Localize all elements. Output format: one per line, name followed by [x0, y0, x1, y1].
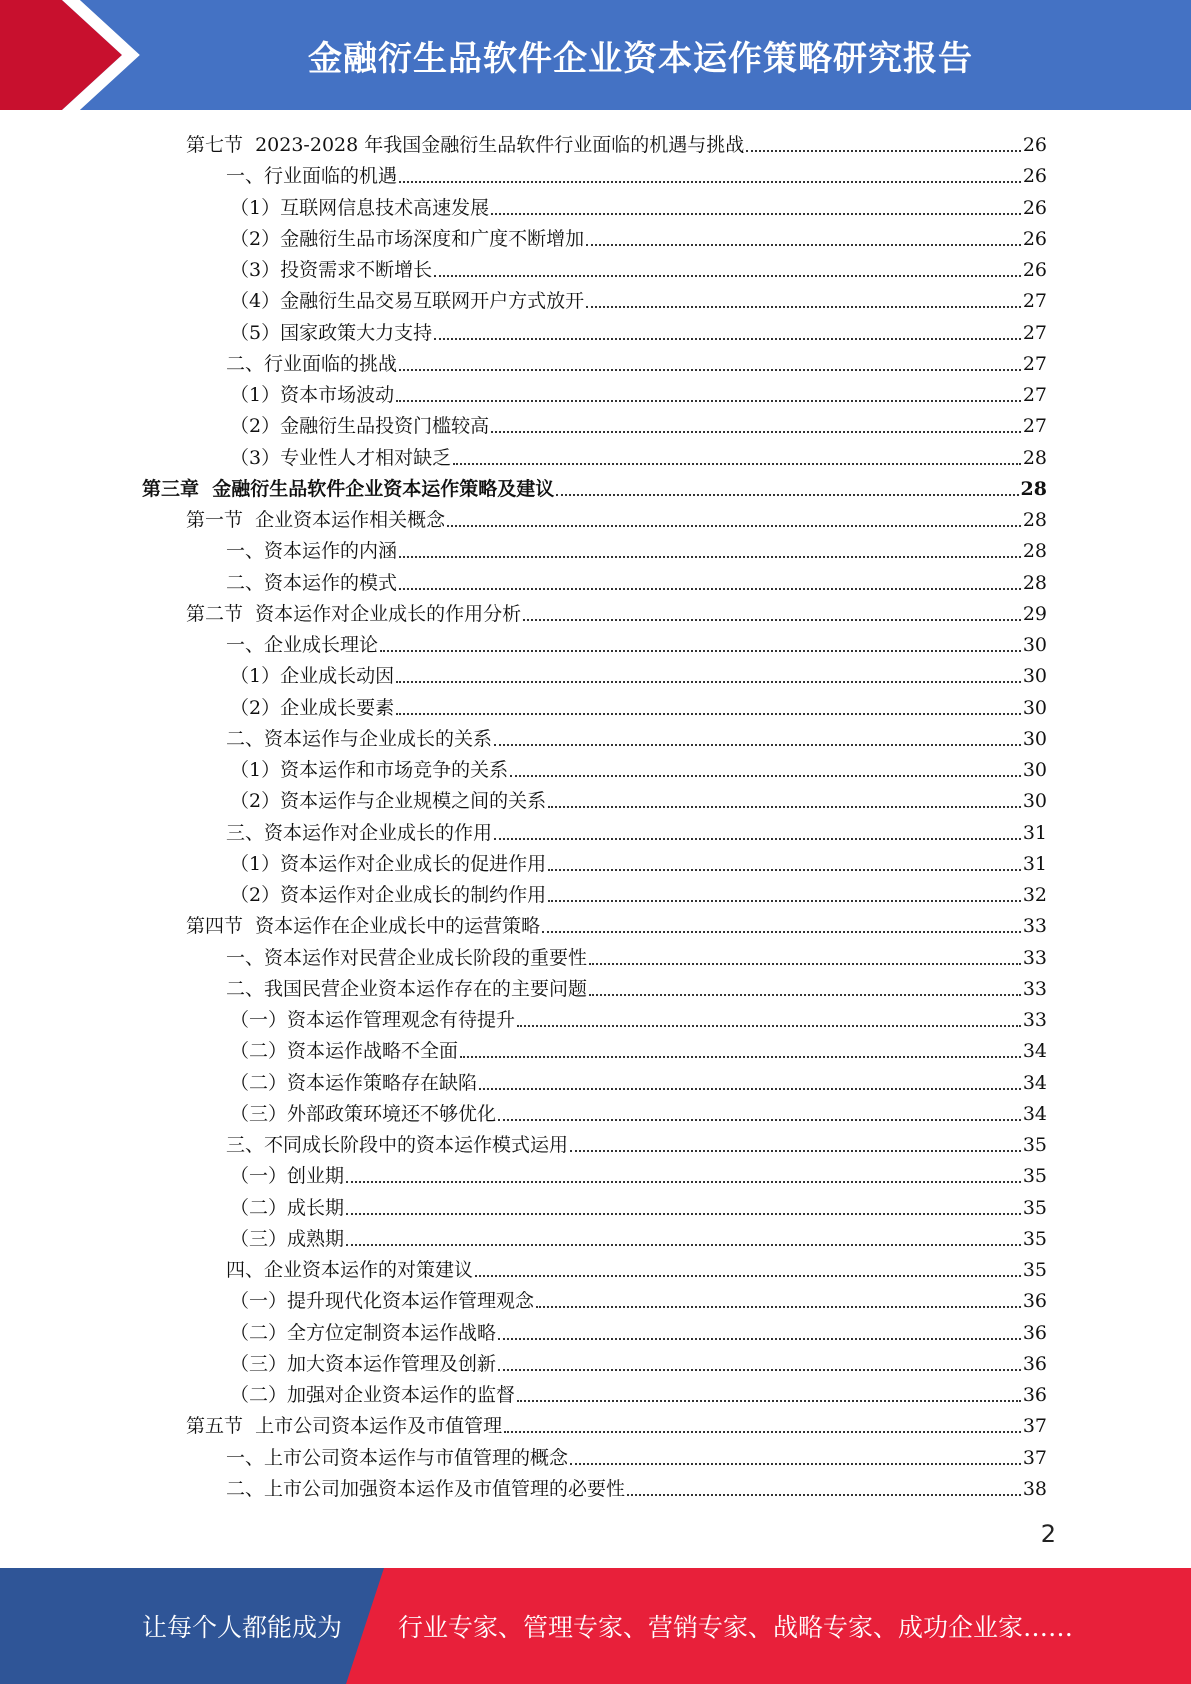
- toc-entry-title: 一、资本运作的内涵: [226, 540, 398, 563]
- toc-entry-title: （4）金融衍生品交易互联网开户方式放开: [230, 290, 585, 313]
- toc-entry[interactable]: [230, 1001, 1047, 1032]
- toc-entry[interactable]: [186, 595, 1047, 626]
- dot-leader: [548, 900, 1021, 902]
- dot-leader: [396, 713, 1021, 715]
- toc-entry-title: （1）企业成长动因: [230, 665, 395, 688]
- toc-entry-page: 28: [1022, 540, 1047, 563]
- toc-entry[interactable]: [226, 970, 1047, 1001]
- toc-entry-title: （3）专业性人才相对缺乏: [230, 446, 452, 469]
- toc-entry[interactable]: [230, 1220, 1047, 1251]
- toc-entry[interactable]: [226, 814, 1047, 845]
- toc-entry-title: （2）金融衍生品投资门槛较高: [230, 415, 490, 438]
- toc-chapter-entry[interactable]: [142, 470, 1047, 501]
- toc-entry[interactable]: [230, 689, 1047, 720]
- page-header: [0, 0, 1191, 110]
- toc-entry-page: 36: [1022, 1321, 1047, 1344]
- toc-entry-page: 30: [1022, 759, 1047, 781]
- dot-leader: [346, 1181, 1021, 1183]
- dot-leader: [491, 431, 1021, 433]
- slogan-left: 让每个人都能成为: [142, 1613, 343, 1642]
- toc-entry[interactable]: [226, 564, 1047, 595]
- toc-entry-page: 26: [1022, 227, 1047, 250]
- toc-entry[interactable]: [226, 626, 1047, 657]
- toc-entry-title: （1）资本运作和市场竞争的关系: [230, 759, 509, 781]
- dot-leader: [570, 1463, 1021, 1465]
- toc-entry[interactable]: [230, 376, 1047, 407]
- toc-entry-page: 27: [1022, 321, 1047, 344]
- dot-leader: [399, 181, 1021, 183]
- toc-entry-title: （2）资本运作与企业规模之间的关系: [230, 790, 547, 813]
- dot-leader: [460, 1056, 1021, 1058]
- toc-entry-page: 36: [1022, 1352, 1047, 1375]
- toc-entry[interactable]: [186, 126, 1047, 157]
- dot-leader: [399, 556, 1021, 558]
- toc-entry-page: 33: [1022, 977, 1047, 1000]
- toc-entry[interactable]: [226, 1439, 1047, 1470]
- toc-entry-page: 28: [1022, 446, 1047, 469]
- dot-leader: [494, 838, 1021, 840]
- toc-entry-title: 二、上市公司加强资本运作及市值管理的必要性: [226, 1477, 626, 1500]
- toc-entry[interactable]: [230, 1376, 1047, 1407]
- toc-entry-page: 34: [1022, 1071, 1047, 1094]
- dot-leader: [536, 1306, 1021, 1308]
- toc-entry-page: 30: [1022, 790, 1047, 813]
- toc-entry[interactable]: [226, 532, 1047, 563]
- toc-entry-title: 一、上市公司资本运作与市值管理的概念: [226, 1446, 569, 1469]
- red-arrow-decoration: [0, 0, 150, 110]
- dot-leader: [523, 619, 1021, 621]
- toc-entry-page: 27: [1022, 290, 1047, 313]
- dot-leader: [498, 1119, 1021, 1121]
- toc-entry-title: 第七节 2023-2028 年我国金融衍生品软件行业面临的机遇与挑战: [186, 134, 745, 156]
- toc-entry-title: （1）资本市场波动: [230, 384, 395, 406]
- slogan-right: 行业专家、管理专家、营销专家、战略专家、成功企业家……: [398, 1613, 1074, 1642]
- toc-entry[interactable]: [230, 1282, 1047, 1313]
- dot-leader: [396, 681, 1021, 683]
- toc-entry-title: 三、不同成长阶段中的资本运作模式运用: [226, 1134, 569, 1156]
- toc-entry-title: （二）加强对企业资本运作的监督: [230, 1384, 516, 1406]
- toc-entry-page: 30: [1022, 727, 1047, 750]
- toc-entry-page: 27: [1022, 352, 1047, 375]
- toc-entry-page: 35: [1022, 1165, 1047, 1188]
- toc-entry-page: 37: [1022, 1446, 1047, 1469]
- dot-leader: [434, 275, 1021, 277]
- toc-entry[interactable]: [226, 1126, 1047, 1157]
- toc-entry[interactable]: [230, 314, 1047, 345]
- page-footer: [0, 1568, 1191, 1684]
- toc-entry-page: 36: [1022, 1384, 1047, 1406]
- toc-entry-title: （1）互联网信息技术高速发展: [230, 196, 490, 219]
- dot-leader: [399, 369, 1021, 371]
- dot-leader: [434, 338, 1021, 340]
- toc-entry-title: 一、行业面临的机遇: [226, 165, 398, 188]
- toc-entry-title: 第四节 资本运作在企业成长中的运营策略: [186, 915, 541, 938]
- dot-leader: [746, 150, 1021, 152]
- toc-entry-title: 第二节 资本运作对企业成长的作用分析: [186, 602, 522, 625]
- toc-entry-title: 一、资本运作对民营企业成长阶段的重要性: [226, 946, 588, 969]
- toc-entry-page: 34: [1022, 1040, 1047, 1063]
- dot-leader: [479, 1088, 1021, 1090]
- page-number: 2: [1040, 1520, 1056, 1548]
- toc-entry-title: （三）外部政策环境还不够优化: [230, 1102, 497, 1125]
- toc-entry-title: 三、资本运作对企业成长的作用: [226, 821, 493, 844]
- dot-leader: [494, 744, 1021, 746]
- toc-entry[interactable]: [230, 1064, 1047, 1095]
- toc-entry[interactable]: [230, 1157, 1047, 1188]
- toc-entry-title: （一）资本运作管理观念有待提升: [230, 1009, 516, 1031]
- toc-entry[interactable]: [186, 907, 1047, 938]
- toc-entry-title: （一）创业期: [230, 1165, 345, 1188]
- dot-leader: [399, 588, 1021, 590]
- dot-leader: [548, 806, 1021, 808]
- toc-entry-page: 37: [1022, 1415, 1047, 1438]
- dot-leader: [380, 650, 1021, 652]
- dot-leader: [589, 994, 1021, 996]
- toc-entry-title: （三）成熟期: [230, 1227, 345, 1250]
- toc-entry[interactable]: [230, 876, 1047, 907]
- toc-entry-page: 26: [1022, 134, 1047, 156]
- toc-entry-page: 30: [1022, 634, 1047, 656]
- toc-entry-page: 31: [1022, 852, 1047, 875]
- toc-entry-title: （三）加大资本运作管理及创新: [230, 1352, 497, 1375]
- toc-entry[interactable]: [230, 1189, 1047, 1220]
- toc-entry-page: 26: [1022, 196, 1047, 219]
- toc-entry[interactable]: [186, 501, 1047, 532]
- dot-leader: [504, 1431, 1021, 1433]
- toc-entry-page: 33: [1022, 915, 1047, 938]
- toc-entry[interactable]: [226, 720, 1047, 751]
- toc-entry-title: （二）资本运作策略存在缺陷: [230, 1071, 478, 1094]
- toc-entry-title: （2）企业成长要素: [230, 696, 395, 719]
- toc-entry[interactable]: [230, 251, 1047, 282]
- dot-leader: [346, 1213, 1021, 1215]
- toc-entry-page: 26: [1022, 165, 1047, 188]
- dot-leader: [491, 213, 1021, 215]
- dot-leader: [396, 400, 1021, 402]
- toc-entry-title: （二）成长期: [230, 1196, 345, 1219]
- dot-leader: [498, 1338, 1021, 1340]
- dot-leader: [586, 306, 1021, 308]
- toc-entry[interactable]: [230, 782, 1047, 813]
- toc-entry-page: 27: [1022, 384, 1047, 406]
- toc-entry[interactable]: [226, 345, 1047, 376]
- toc-entry-title: 二、行业面临的挑战: [226, 352, 398, 375]
- toc-entry[interactable]: [226, 1251, 1047, 1282]
- toc-entry[interactable]: [226, 1470, 1047, 1501]
- toc-entry[interactable]: [230, 220, 1047, 251]
- toc-entry-page: 29: [1022, 602, 1047, 625]
- dot-leader: [498, 1369, 1021, 1371]
- toc-entry-title: （1）资本运作对企业成长的促进作用: [230, 852, 547, 875]
- toc-entry-title: （5）国家政策大力支持: [230, 321, 433, 344]
- toc-entry-page: 34: [1022, 1102, 1047, 1125]
- toc-entry[interactable]: [230, 1314, 1047, 1345]
- dot-leader: [548, 869, 1021, 871]
- toc-entry[interactable]: [230, 282, 1047, 313]
- toc-entry-title: （3）投资需求不断增长: [230, 259, 433, 281]
- toc-entry-page: 36: [1022, 1290, 1047, 1313]
- toc-entry[interactable]: [230, 1095, 1047, 1126]
- toc-entry-page: 33: [1022, 1009, 1047, 1031]
- toc-entry-page: 32: [1022, 884, 1047, 906]
- toc-entry-page: 28: [1022, 509, 1047, 531]
- dot-leader: [447, 525, 1021, 527]
- toc-entry-title: 第五节 上市公司资本运作及市值管理: [186, 1415, 503, 1438]
- dot-leader: [542, 931, 1021, 933]
- toc-entry-title: （二）资本运作战略不全面: [230, 1040, 459, 1063]
- toc-entry[interactable]: [226, 939, 1047, 970]
- toc-entry-title: 一、企业成长理论: [226, 634, 379, 656]
- toc-entry[interactable]: [230, 1345, 1047, 1376]
- dot-leader: [589, 963, 1021, 965]
- dot-leader: [556, 494, 1018, 496]
- toc-entry-page: 30: [1022, 665, 1047, 688]
- toc-entry[interactable]: [230, 751, 1047, 782]
- dot-leader: [453, 463, 1021, 465]
- toc-entry-title: 二、我国民营企业资本运作存在的主要问题: [226, 977, 588, 1000]
- toc-entry-title: （2）资本运作对企业成长的制约作用: [230, 884, 547, 906]
- toc-entry-title: 第三章 金融衍生品软件企业资本运作策略及建议: [142, 477, 555, 500]
- toc-entry-title: 四、企业资本运作的对策建议: [226, 1259, 474, 1281]
- toc-entry-page: 26: [1022, 259, 1047, 281]
- toc-entry-page: 35: [1022, 1259, 1047, 1281]
- dot-leader: [517, 1025, 1021, 1027]
- dot-leader: [586, 244, 1021, 246]
- toc-entry-page: 30: [1022, 696, 1047, 719]
- toc-entry[interactable]: [230, 439, 1047, 470]
- toc-entry-page: 28: [1020, 477, 1047, 500]
- toc-entry[interactable]: [230, 845, 1047, 876]
- toc-entry[interactable]: [226, 157, 1047, 188]
- toc-entry-page: 35: [1022, 1227, 1047, 1250]
- toc-entry[interactable]: [230, 657, 1047, 688]
- toc-entry-title: 二、资本运作与企业成长的关系: [226, 727, 493, 750]
- toc-entry[interactable]: [230, 1032, 1047, 1063]
- report-title: 金融衍生品软件企业资本运作策略研究报告: [308, 38, 973, 79]
- dot-leader: [570, 1150, 1021, 1152]
- toc-entry-page: 35: [1022, 1196, 1047, 1219]
- toc-entry-title: 二、资本运作的模式: [226, 571, 398, 594]
- toc-entry-title: （一）提升现代化资本运作管理观念: [230, 1290, 535, 1313]
- dot-leader: [627, 1494, 1021, 1496]
- toc-entry-page: 31: [1022, 821, 1047, 844]
- toc-entry[interactable]: [230, 189, 1047, 220]
- toc-entry-page: 35: [1022, 1134, 1047, 1156]
- toc-entry-page: 28: [1022, 571, 1047, 594]
- toc-entry[interactable]: [186, 1407, 1047, 1438]
- toc-entry-page: 33: [1022, 946, 1047, 969]
- toc-entry-title: （二）全方位定制资本运作战略: [230, 1321, 497, 1344]
- dot-leader: [510, 775, 1021, 777]
- dot-leader: [346, 1244, 1021, 1246]
- toc-entry-title: 第一节 企业资本运作相关概念: [186, 509, 446, 531]
- dot-leader: [517, 1400, 1021, 1402]
- toc-entry-page: 27: [1022, 415, 1047, 438]
- dot-leader: [475, 1275, 1021, 1277]
- toc-entry-page: 38: [1022, 1477, 1047, 1500]
- toc-entry-title: （2）金融衍生品市场深度和广度不断增加: [230, 227, 585, 250]
- toc-entry[interactable]: [230, 407, 1047, 438]
